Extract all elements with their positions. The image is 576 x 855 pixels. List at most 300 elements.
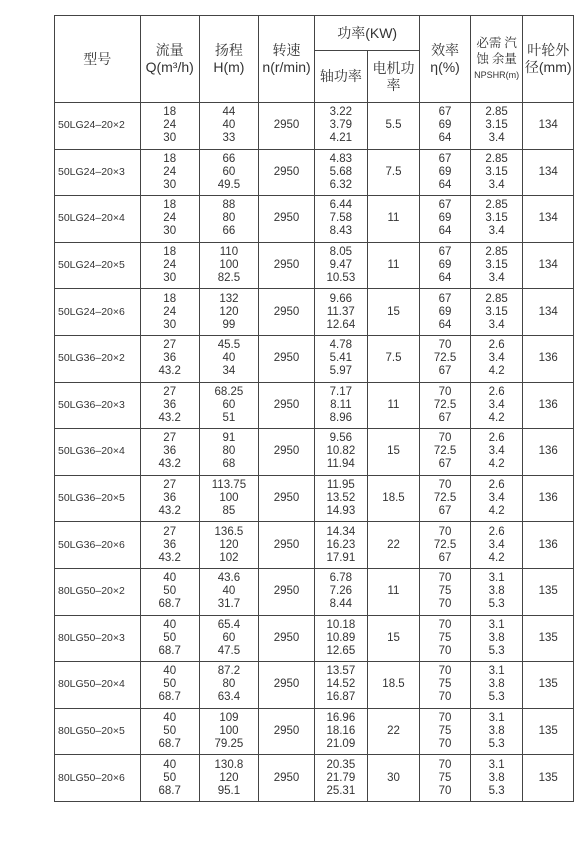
table-row <box>55 755 574 802</box>
shaft-power-cell-value: 12.65 <box>326 644 356 657</box>
motor-power-cell: 11 <box>367 568 420 615</box>
model-cell: 50LG24–20×3 <box>55 149 141 196</box>
efficiency-cell-value: 72.5 <box>433 538 457 551</box>
head-cell <box>199 522 258 569</box>
flow-cell-value: 27 <box>163 432 177 445</box>
head-cell <box>199 103 258 150</box>
table-row <box>55 289 574 336</box>
shaft-power-cell-value: 10.18 <box>326 618 356 631</box>
head-cell-value: 51 <box>222 411 236 424</box>
flow-cell-value: 68.7 <box>158 784 181 797</box>
flow-cell-value: 40 <box>163 665 177 678</box>
npsh-cell-value: 2.6 <box>488 339 505 352</box>
efficiency-cell-value: 64 <box>438 132 452 145</box>
npsh-cell <box>470 429 523 476</box>
head-cell-value: 40 <box>222 352 236 365</box>
table-row <box>55 475 574 522</box>
head-cell-value: 120 <box>219 538 239 551</box>
flow-cell <box>140 335 199 382</box>
efficiency-cell-value: 70 <box>438 738 452 751</box>
shaft-power-cell-value: 21.79 <box>326 771 356 784</box>
npsh-cell-value: 3.1 <box>488 712 505 725</box>
npsh-cell <box>470 708 523 755</box>
npsh-cell-value: 3.15 <box>485 119 508 132</box>
flow-cell-value: 18 <box>163 246 177 259</box>
flow-cell-value: 36 <box>163 538 177 551</box>
motor-power-cell: 15 <box>367 615 420 662</box>
head-cell-value: 102 <box>219 551 239 564</box>
efficiency-cell-value: 67 <box>438 199 452 212</box>
flow-cell-value: 68.7 <box>158 691 181 704</box>
efficiency-cell-value: 69 <box>438 305 452 318</box>
efficiency-cell-value: 70 <box>438 758 452 771</box>
shaft-power-cell <box>315 289 368 336</box>
efficiency-cell <box>420 242 470 289</box>
efficiency-cell-value: 67 <box>438 106 452 119</box>
speed-cell: 2950 <box>259 242 315 289</box>
npsh-cell <box>470 382 523 429</box>
pump-spec-table <box>54 15 574 802</box>
table-row <box>55 382 574 429</box>
table-row <box>55 568 574 615</box>
efficiency-cell-value: 75 <box>438 585 452 598</box>
speed-cell: 2950 <box>259 708 315 755</box>
table-row <box>55 242 574 289</box>
model-cell: 50LG24–20×6 <box>55 289 141 336</box>
head-cell-value: 109 <box>219 712 239 725</box>
head-cell-value: 113.75 <box>211 479 247 492</box>
header-row-1 <box>55 16 574 51</box>
efficiency-cell-value: 75 <box>438 771 452 784</box>
npsh-cell-value: 2.85 <box>485 106 508 119</box>
efficiency-cell-value: 64 <box>438 178 452 191</box>
header-shaft-power: 轴功率 <box>315 51 368 103</box>
shaft-power-cell-value: 5.41 <box>329 352 353 365</box>
npsh-cell-value: 2.85 <box>485 292 508 305</box>
flow-cell-value: 68.7 <box>158 644 181 657</box>
flow-cell-value: 18 <box>163 106 177 119</box>
head-cell-value: 47.5 <box>217 644 241 657</box>
head-cell <box>199 382 258 429</box>
speed-cell: 2950 <box>259 662 315 709</box>
shaft-power-cell-value: 9.56 <box>329 432 353 445</box>
head-cell-value: 31.7 <box>217 598 241 611</box>
flow-cell-value: 24 <box>163 119 177 132</box>
table-row <box>55 335 574 382</box>
table-row <box>55 429 574 476</box>
flow-cell-value: 68.7 <box>158 598 181 611</box>
impeller-diameter-cell: 135 <box>523 755 574 802</box>
npsh-cell-value: 3.1 <box>488 758 505 771</box>
speed-cell: 2950 <box>259 568 315 615</box>
head-cell-value: 80 <box>222 212 236 225</box>
head-cell-value: 63.4 <box>217 691 241 704</box>
npsh-cell-value: 4.2 <box>488 551 505 564</box>
efficiency-cell-value: 72.5 <box>433 398 457 411</box>
head-cell-value: 65.4 <box>217 618 241 631</box>
efficiency-cell-value: 64 <box>438 272 452 285</box>
table-row <box>55 196 574 243</box>
head-cell-value: 43.6 <box>217 572 241 585</box>
npsh-cell-value: 3.15 <box>485 305 508 318</box>
shaft-power-cell <box>315 382 368 429</box>
npsh-cell-value: 3.4 <box>488 538 505 551</box>
shaft-power-cell <box>315 522 368 569</box>
head-cell-value: 44 <box>222 106 236 119</box>
flow-cell-value: 27 <box>163 525 177 538</box>
head-cell-value: 79.25 <box>214 738 244 751</box>
model-cell: 50LG36–20×4 <box>55 429 141 476</box>
head-cell <box>199 662 258 709</box>
shaft-power-cell-value: 18.16 <box>326 725 356 738</box>
pump-spec-sheet <box>54 15 574 802</box>
flow-cell-value: 30 <box>163 132 177 145</box>
shaft-power-cell-value: 13.52 <box>326 492 356 505</box>
motor-power-cell: 22 <box>367 708 420 755</box>
table-row <box>55 103 574 150</box>
npsh-cell-value: 4.2 <box>488 411 505 424</box>
npsh-cell-value: 4.2 <box>488 505 505 518</box>
npsh-cell-value: 3.4 <box>488 492 505 505</box>
head-cell-value: 130.8 <box>214 758 244 771</box>
efficiency-cell <box>420 335 470 382</box>
shaft-power-cell <box>315 429 368 476</box>
head-cell <box>199 615 258 662</box>
efficiency-cell-value: 69 <box>438 259 452 272</box>
efficiency-cell <box>420 615 470 662</box>
head-cell <box>199 196 258 243</box>
shaft-power-cell-value: 5.68 <box>329 165 353 178</box>
efficiency-cell-value: 70 <box>438 479 452 492</box>
flow-cell-value: 68.7 <box>158 738 181 751</box>
shaft-power-cell-value: 6.78 <box>329 572 353 585</box>
shaft-power-cell-value: 4.21 <box>329 132 353 145</box>
efficiency-cell-value: 67 <box>438 246 452 259</box>
npsh-cell <box>470 196 523 243</box>
npsh-cell-value: 3.4 <box>488 318 505 331</box>
impeller-diameter-cell: 134 <box>523 196 574 243</box>
npsh-cell-value: 3.4 <box>488 445 505 458</box>
efficiency-cell-value: 72.5 <box>433 492 457 505</box>
flow-cell <box>140 429 199 476</box>
head-cell-value: 68.25 <box>214 385 244 398</box>
npsh-cell-value: 3.15 <box>485 212 508 225</box>
flow-cell-value: 27 <box>163 385 177 398</box>
flow-cell <box>140 708 199 755</box>
efficiency-cell-value: 75 <box>438 678 452 691</box>
model-cell: 50LG36–20×3 <box>55 382 141 429</box>
npsh-cell-value: 3.15 <box>485 259 508 272</box>
efficiency-cell-value: 70 <box>438 525 452 538</box>
head-cell <box>199 429 258 476</box>
impeller-diameter-cell: 134 <box>523 149 574 196</box>
flow-cell-value: 36 <box>163 398 177 411</box>
efficiency-cell <box>420 103 470 150</box>
head-cell-value: 66 <box>222 225 236 238</box>
model-cell: 80LG50–20×5 <box>55 708 141 755</box>
shaft-power-cell-value: 7.26 <box>329 585 353 598</box>
header-power: 功率(KW) <box>315 16 420 51</box>
head-cell-value: 120 <box>219 305 239 318</box>
shaft-power-cell-value: 9.47 <box>329 259 353 272</box>
npsh-cell-value: 3.1 <box>488 665 505 678</box>
speed-cell: 2950 <box>259 755 315 802</box>
head-cell <box>199 242 258 289</box>
flow-cell-value: 43.2 <box>158 411 181 424</box>
efficiency-cell-value: 69 <box>438 212 452 225</box>
motor-power-cell: 30 <box>367 755 420 802</box>
flow-cell-value: 50 <box>163 678 177 691</box>
speed-cell: 2950 <box>259 429 315 476</box>
model-cell: 80LG50–20×6 <box>55 755 141 802</box>
header-speed: 转速n(r/min) <box>259 16 315 103</box>
header-flow: 流量Q(m³/h) <box>140 16 199 103</box>
flow-cell-value: 36 <box>163 492 177 505</box>
speed-cell: 2950 <box>259 196 315 243</box>
npsh-cell-value: 2.85 <box>485 152 508 165</box>
header-head: 扬程H(m) <box>199 16 258 103</box>
efficiency-cell <box>420 755 470 802</box>
flow-cell <box>140 615 199 662</box>
flow-cell-value: 18 <box>163 199 177 212</box>
head-cell-value: 110 <box>219 246 239 259</box>
npsh-cell-value: 4.2 <box>488 365 505 378</box>
impeller-diameter-cell: 134 <box>523 289 574 336</box>
npsh-cell-value: 5.3 <box>488 598 505 611</box>
impeller-diameter-cell: 135 <box>523 662 574 709</box>
flow-cell-value: 40 <box>163 618 177 631</box>
flow-cell-value: 40 <box>163 758 177 771</box>
head-cell-value: 120 <box>219 771 239 784</box>
impeller-diameter-cell: 136 <box>523 335 574 382</box>
flow-cell-value: 24 <box>163 212 177 225</box>
head-cell-value: 34 <box>222 365 236 378</box>
flow-cell-value: 18 <box>163 152 177 165</box>
flow-cell <box>140 289 199 336</box>
efficiency-cell-value: 70 <box>438 712 452 725</box>
shaft-power-cell-value: 8.05 <box>329 246 353 259</box>
impeller-diameter-cell: 136 <box>523 475 574 522</box>
shaft-power-cell-value: 14.52 <box>326 678 356 691</box>
speed-cell: 2950 <box>259 335 315 382</box>
efficiency-cell <box>420 382 470 429</box>
flow-cell-value: 36 <box>163 445 177 458</box>
speed-cell: 2950 <box>259 149 315 196</box>
flow-cell-value: 30 <box>163 272 177 285</box>
shaft-power-cell-value: 20.35 <box>326 758 356 771</box>
impeller-diameter-cell: 135 <box>523 568 574 615</box>
efficiency-cell-value: 67 <box>438 411 452 424</box>
shaft-power-cell-value: 14.34 <box>326 525 356 538</box>
impeller-diameter-cell: 135 <box>523 708 574 755</box>
flow-cell <box>140 382 199 429</box>
npsh-cell-value: 3.1 <box>488 618 505 631</box>
npsh-cell-value: 2.6 <box>488 479 505 492</box>
flow-cell <box>140 662 199 709</box>
model-cell: 50LG24–20×5 <box>55 242 141 289</box>
flow-cell-value: 50 <box>163 725 177 738</box>
npsh-cell-value: 5.3 <box>488 784 505 797</box>
model-cell: 50LG36–20×2 <box>55 335 141 382</box>
shaft-power-cell-value: 17.91 <box>326 551 356 564</box>
motor-power-cell: 18.5 <box>367 662 420 709</box>
efficiency-cell-value: 75 <box>438 631 452 644</box>
npsh-cell <box>470 662 523 709</box>
head-cell <box>199 289 258 336</box>
head-cell-value: 60 <box>222 165 236 178</box>
impeller-diameter-cell: 136 <box>523 429 574 476</box>
npsh-cell-value: 3.4 <box>488 178 505 191</box>
efficiency-cell <box>420 522 470 569</box>
efficiency-cell-value: 67 <box>438 365 452 378</box>
efficiency-cell <box>420 429 470 476</box>
motor-power-cell: 11 <box>367 242 420 289</box>
npsh-cell-value: 3.4 <box>488 352 505 365</box>
flow-cell-value: 30 <box>163 178 177 191</box>
efficiency-cell-value: 70 <box>438 385 452 398</box>
shaft-power-cell <box>315 755 368 802</box>
speed-cell: 2950 <box>259 103 315 150</box>
npsh-cell-value: 3.8 <box>488 771 505 784</box>
efficiency-cell-value: 67 <box>438 458 452 471</box>
flow-cell-value: 18 <box>163 292 177 305</box>
flow-cell <box>140 196 199 243</box>
npsh-cell-value: 3.8 <box>488 678 505 691</box>
efficiency-cell <box>420 289 470 336</box>
motor-power-cell: 7.5 <box>367 335 420 382</box>
efficiency-cell-value: 67 <box>438 152 452 165</box>
npsh-cell <box>470 568 523 615</box>
head-cell-value: 60 <box>222 631 236 644</box>
shaft-power-cell-value: 4.78 <box>329 339 353 352</box>
flow-cell-value: 24 <box>163 259 177 272</box>
shaft-power-cell-value: 11.37 <box>326 305 355 318</box>
head-cell <box>199 475 258 522</box>
flow-cell-value: 36 <box>163 352 177 365</box>
npsh-cell-value: 3.8 <box>488 585 505 598</box>
shaft-power-cell-value: 10.89 <box>326 631 356 644</box>
flow-cell-value: 50 <box>163 585 177 598</box>
efficiency-cell-value: 70 <box>438 572 452 585</box>
flow-cell-value: 40 <box>163 712 177 725</box>
head-cell-value: 80 <box>222 445 236 458</box>
flow-cell <box>140 475 199 522</box>
impeller-diameter-cell: 135 <box>523 615 574 662</box>
shaft-power-cell-value: 6.32 <box>329 178 353 191</box>
shaft-power-cell-value: 13.57 <box>326 665 356 678</box>
efficiency-cell-value: 67 <box>438 505 452 518</box>
motor-power-cell: 15 <box>367 289 420 336</box>
flow-cell-value: 24 <box>163 305 177 318</box>
npsh-cell <box>470 149 523 196</box>
shaft-power-cell <box>315 708 368 755</box>
efficiency-cell-value: 70 <box>438 618 452 631</box>
head-cell <box>199 149 258 196</box>
model-cell: 80LG50–20×3 <box>55 615 141 662</box>
header-motor-power: 电机功率 <box>367 51 420 103</box>
flow-cell-value: 43.2 <box>158 551 181 564</box>
npsh-cell-value: 5.3 <box>488 691 505 704</box>
flow-cell <box>140 755 199 802</box>
model-cell: 50LG24–20×2 <box>55 103 141 150</box>
npsh-cell-value: 2.6 <box>488 525 505 538</box>
motor-power-cell: 18.5 <box>367 475 420 522</box>
npsh-cell-value: 3.1 <box>488 572 505 585</box>
efficiency-cell-value: 67 <box>438 551 452 564</box>
efficiency-cell-value: 70 <box>438 598 452 611</box>
shaft-power-cell-value: 11.95 <box>326 479 355 492</box>
flow-cell <box>140 103 199 150</box>
efficiency-cell-value: 70 <box>438 784 452 797</box>
header-npsh: 必需 汽蚀 余量 NPSHR(m) <box>470 16 523 103</box>
shaft-power-cell-value: 12.64 <box>326 318 356 331</box>
model-cell: 50LG24–20×4 <box>55 196 141 243</box>
npsh-cell-value: 2.85 <box>485 199 508 212</box>
table-body <box>55 103 574 802</box>
flow-cell <box>140 242 199 289</box>
flow-cell-value: 43.2 <box>158 365 181 378</box>
npsh-cell-value: 5.3 <box>488 644 505 657</box>
motor-power-cell: 22 <box>367 522 420 569</box>
table-row <box>55 522 574 569</box>
npsh-cell <box>470 755 523 802</box>
shaft-power-cell-value: 9.66 <box>329 292 353 305</box>
shaft-power-cell-value: 21.09 <box>326 738 356 751</box>
table-row <box>55 708 574 755</box>
shaft-power-cell-value: 8.11 <box>330 398 352 411</box>
shaft-power-cell-value: 10.82 <box>326 445 356 458</box>
impeller-diameter-cell: 134 <box>523 103 574 150</box>
flow-cell <box>140 568 199 615</box>
head-cell <box>199 708 258 755</box>
npsh-cell-value: 3.4 <box>488 132 505 145</box>
efficiency-cell <box>420 568 470 615</box>
motor-power-cell: 11 <box>367 382 420 429</box>
flow-cell-value: 30 <box>163 225 177 238</box>
table-row <box>55 149 574 196</box>
efficiency-cell <box>420 196 470 243</box>
shaft-power-cell-value: 16.87 <box>326 691 356 704</box>
npsh-cell-value: 3.15 <box>485 165 508 178</box>
flow-cell <box>140 149 199 196</box>
efficiency-cell-value: 72.5 <box>433 352 457 365</box>
shaft-power-cell-value: 6.44 <box>329 199 353 212</box>
model-cell: 50LG36–20×5 <box>55 475 141 522</box>
head-cell-value: 100 <box>219 725 239 738</box>
npsh-cell-value: 3.4 <box>488 272 505 285</box>
shaft-power-cell-value: 5.97 <box>329 365 353 378</box>
flow-cell-value: 43.2 <box>158 458 181 471</box>
efficiency-cell <box>420 708 470 755</box>
shaft-power-cell-value: 25.31 <box>326 784 356 797</box>
impeller-diameter-cell: 134 <box>523 242 574 289</box>
header-efficiency: 效率η(%) <box>420 16 470 103</box>
shaft-power-cell <box>315 196 368 243</box>
head-cell-value: 87.2 <box>217 665 241 678</box>
efficiency-cell-value: 69 <box>438 119 452 132</box>
efficiency-cell-value: 70 <box>438 644 452 657</box>
shaft-power-cell-value: 8.43 <box>329 225 353 238</box>
header-impeller: 叶轮外径(mm) <box>523 16 574 103</box>
flow-cell-value: 40 <box>163 572 177 585</box>
head-cell-value: 49.5 <box>217 178 241 191</box>
head-cell-value: 91 <box>222 432 236 445</box>
shaft-power-cell <box>315 335 368 382</box>
head-cell-value: 80 <box>222 678 236 691</box>
head-cell-value: 136.5 <box>214 525 244 538</box>
head-cell-value: 132 <box>219 292 239 305</box>
shaft-power-cell-value: 4.83 <box>329 152 353 165</box>
